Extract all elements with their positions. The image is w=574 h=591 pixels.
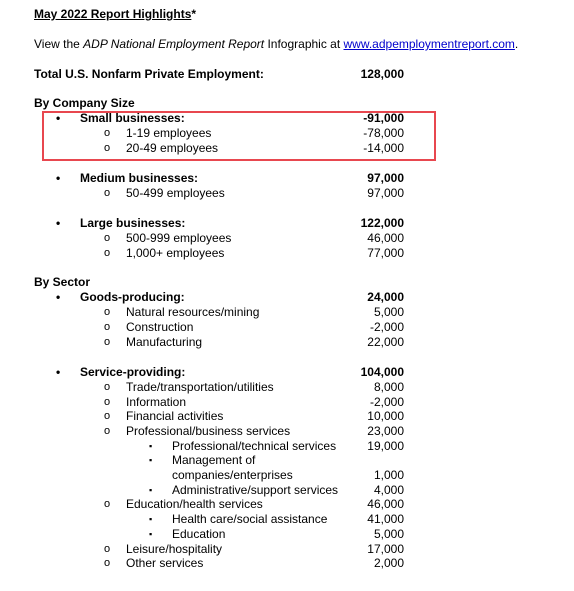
company-size-heading: By Company Size	[34, 96, 135, 110]
large-1000-plus-row: o 1,000+ employees 77,000	[104, 246, 404, 260]
bullet: o	[104, 247, 111, 259]
large-businesses-row: • Large businesses: 122,000	[56, 216, 404, 230]
bullet: o	[104, 381, 111, 393]
bullet: o	[104, 425, 111, 437]
bullet: o	[104, 498, 111, 510]
report-link[interactable]: www.adpemploymentreport.com	[343, 37, 515, 51]
bullet: ▪	[149, 455, 153, 465]
bullet: •	[56, 365, 61, 379]
bullet: o	[104, 306, 111, 318]
bullet: o	[104, 410, 111, 422]
management-row-cont: companies/enterprises 1,000	[172, 468, 404, 482]
report-name: ADP National Employment Report	[83, 37, 265, 51]
total-value: 128,000	[360, 67, 404, 81]
small-businesses-row: • Small businesses: -91,000	[56, 111, 404, 125]
small-1-19-row: o 1-19 employees -78,000	[104, 126, 404, 140]
sector-heading: By Sector	[34, 275, 91, 289]
intro-line: View the ADP National Employment Report Infographic at www.adpemploymentreport.com.	[34, 37, 519, 51]
financial-row: o Financial activities 10,000	[104, 409, 404, 423]
bullet: o	[104, 187, 111, 199]
manufacturing-row: o Manufacturing 22,000	[104, 335, 404, 349]
bullet: o	[104, 336, 111, 348]
highlight-box	[42, 111, 436, 161]
bullet: o	[104, 543, 111, 555]
management-row: ▪ Management of	[149, 453, 256, 467]
large-500-999-row: o 500-999 employees 46,000	[104, 231, 404, 245]
professional-technical-row: ▪ Professional/technical services 19,000	[149, 439, 404, 453]
leisure-row: o Leisure/hospitality 17,000	[104, 542, 404, 556]
construction-row: o Construction -2,000	[104, 320, 404, 334]
education-row: ▪ Education 5,000	[149, 527, 404, 541]
trade-row: o Trade/transportation/utilities 8,000	[104, 380, 404, 394]
education-health-row: o Education/health services 46,000	[104, 497, 404, 511]
medium-50-499-row: o 50-499 employees 97,000	[104, 186, 404, 200]
information-row: o Information -2,000	[104, 395, 404, 409]
bullet: o	[104, 127, 111, 139]
service-providing-row: • Service-providing: 104,000	[56, 365, 404, 379]
professional-business-row: o Professional/business services 23,000	[104, 424, 404, 438]
bullet: o	[104, 232, 111, 244]
small-20-49-row: o 20-49 employees -14,000	[104, 141, 404, 155]
bullet: •	[56, 216, 61, 230]
bullet: o	[104, 142, 111, 154]
total-label: Total U.S. Nonfarm Private Employment:	[34, 67, 264, 81]
bullet: o	[104, 557, 111, 569]
goods-producing-row: • Goods-producing: 24,000	[56, 290, 404, 304]
natural-resources-row: o Natural resources/mining 5,000	[104, 305, 404, 319]
bullet: ▪	[149, 485, 153, 495]
bullet: o	[104, 396, 111, 408]
bullet: •	[56, 290, 61, 304]
bullet: ▪	[149, 529, 153, 539]
total-employment-row	[34, 67, 404, 81]
bullet: ▪	[149, 514, 153, 524]
medium-businesses-row: • Medium businesses: 97,000	[56, 171, 404, 185]
administrative-row: ▪ Administrative/support services 4,000	[149, 483, 404, 497]
health-care-row: ▪ Health care/social assistance 41,000	[149, 512, 404, 526]
report-title: May 2022 Report Highlights*	[34, 7, 197, 21]
bullet: •	[56, 111, 61, 125]
bullet: ▪	[149, 441, 153, 451]
bullet: o	[104, 321, 111, 333]
other-services-row: o Other services 2,000	[104, 556, 404, 570]
bullet: •	[56, 171, 61, 185]
